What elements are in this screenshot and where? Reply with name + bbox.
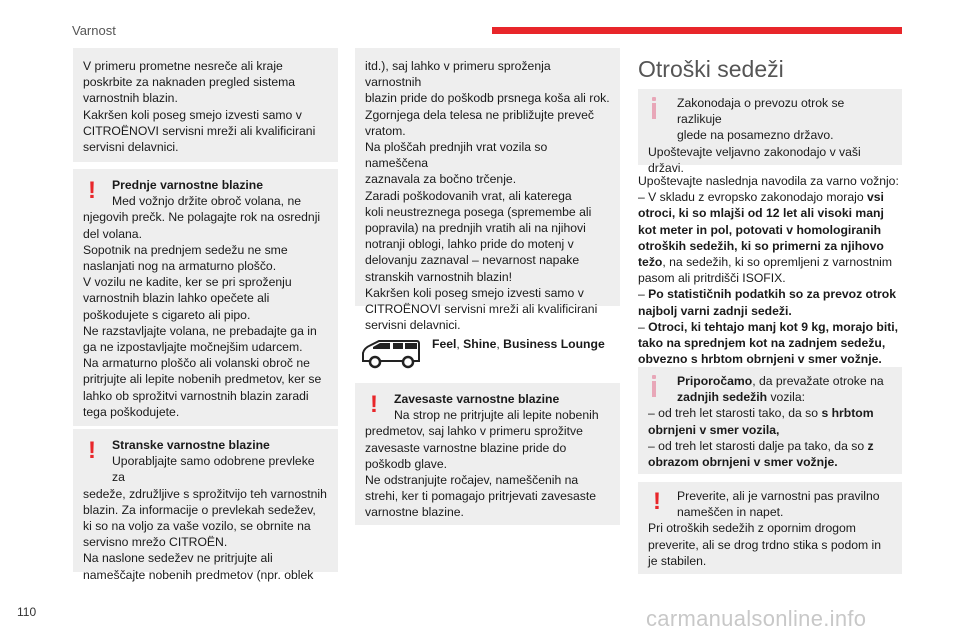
van-icon [361,339,421,369]
section-heading: Otroški sedeži [638,56,784,82]
info-icon [652,375,656,397]
warning-icon: ! [653,488,661,515]
curtain-airbags-warning: ! Zavesaste varnostne blazine Na strop ne pritrjujte ali lepite nobenih predmetov, saj lahko v primeru sprožitve zavesaste varnostne blazine pride do poškodb glave. Ne odstranjujte ročajev, nameščenih na strehi, ker ti pomagajo pritrjevati zavesaste varnostne blazine. [355,383,620,525]
front-airbags-title: Prednje varnostne blazine [112,178,264,192]
side-airbags-continued: itd.), saj lahko v primeru sproženja varnostnih blazin pride do poškodb prsnega koša ali rok. Zgornjega dela telesa ne približujte preveč vratom. Na ploščah prednjih vrat vozila so nameščena zaznavala za bočno trčenje. Zaradi poškodovanih vrat, ali katerega koli neustreznega posega (spremembe ali popravila) na prednjih vratih ali na njihovi notranji oblogi, lahko pride do motenj v delovanju zaznaval – nevarnost napake stranskih varnostnih blazin! Kakršen koli poseg smejo izvesti samo v CITROËNOVI servisni mreži ali kvalificirani servisni delavnici. [355,48,620,306]
header-accent-bar [492,27,902,34]
side-airbags-warning: ! Stranske varnostne blazine Uporabljajte samo odobrene prevleke za sedeže, združljive s sprožitvijo teh varnostnih blazin. Za informacije o prevlekah sedežev, ki so na voljo za vaše vozilo, se obrnite na servisno mrežo CITROËN. Na naslone sedežev ne pritrjujte ali nameščajte nobenih predmetov (npr. oblek [73,429,338,572]
rear-seat-recommendation: Priporočamo, da prevažate otroke na zadnjih sedežih vozila: – od treh let starosti tako, da so s hrbtom obrnjeni v smer vozila, – od treh let starosti dalje pa tako, da so z obrazom obrnjeni v smer vožnje. [638,367,902,474]
seatbelt-check-warning: ! Preverite, ali je varnostni pas pravilno nameščen in napet. Pri otroških sedežih z opornim drogom preverite, ali se drog trdno stika s podom in je stabilen. [638,482,902,574]
airbag-service-note: V primeru prometne nesreče ali kraje poskrbite za naknaden pregled sistema varnostnih blazin. Kakršen koli poseg smejo izvesti samo v CITROËNOVI servisni mreži ali kvalificirani servisni delavnici. [73,48,338,162]
curtain-airbags-title: Zavesaste varnostne blazine [394,392,560,406]
front-airbags-warning: ! Prednje varnostne blazine Med vožnjo držite obroč volana, ne njegovih prečk. Ne polagajte rok na osrednji del volana. Sopotnik na prednjem sedežu ne sme naslanjati nog na armaturno ploščo. V vozilu ne kadite, ker se pri sproženju varnostnih blazin lahko opečete ali poškodujete s cigareto ali pipo. Ne razstavljajte volana, ne prebadajte ga in ga ne izpostavljajte močnejšim udarcem. Na armaturno ploščo ali volanski obroč ne pritrjujte ali lepite nobenih predmetov, ker se lahko ob sprožitvi varnostnih blazin zaradi tega poškodujete. [73,169,338,426]
warning-icon: ! [370,391,378,418]
trim-variants: Feel, Shine, Business Lounge [432,337,605,351]
side-airbags-title: Stranske varnostne blazine [112,438,270,452]
child-seat-instructions: Upoštevajte naslednja navodila za varno vožnjo: – V skladu z evropsko zakonodajo morajo vsi otroci, ki so mlajši od 12 let ali visoki manj kot meter in pol, potovati v homologiranih otroških sedežih, ki so primerni za njihovo težo, na sedežih, ki so opremljeni z varnostnim pasom ali pritrdišči ISOFIX. – Po statističnih podatkih so za prevoz otrok najbolj varni zadnji sedeži. – Otroci, ki tehtajo manj kot 9 kg, morajo biti, tako na sprednjem kot na zadnjem sedežu, obvezno s hrbtom obrnjeni v smer vožnje. [638,174,899,367]
watermark: carmanualsonline.info [646,606,867,631]
child-law-info: Zakonodaja o prevozu otrok se razlikuje glede na posamezno državo. Upoštevajte veljavno zakonodajo v vaši državi. [638,89,902,165]
info-icon [652,97,656,119]
section-title: Varnost [72,23,116,38]
page-number: 110 [17,605,37,619]
warning-icon: ! [88,177,96,204]
warning-icon: ! [88,437,96,464]
